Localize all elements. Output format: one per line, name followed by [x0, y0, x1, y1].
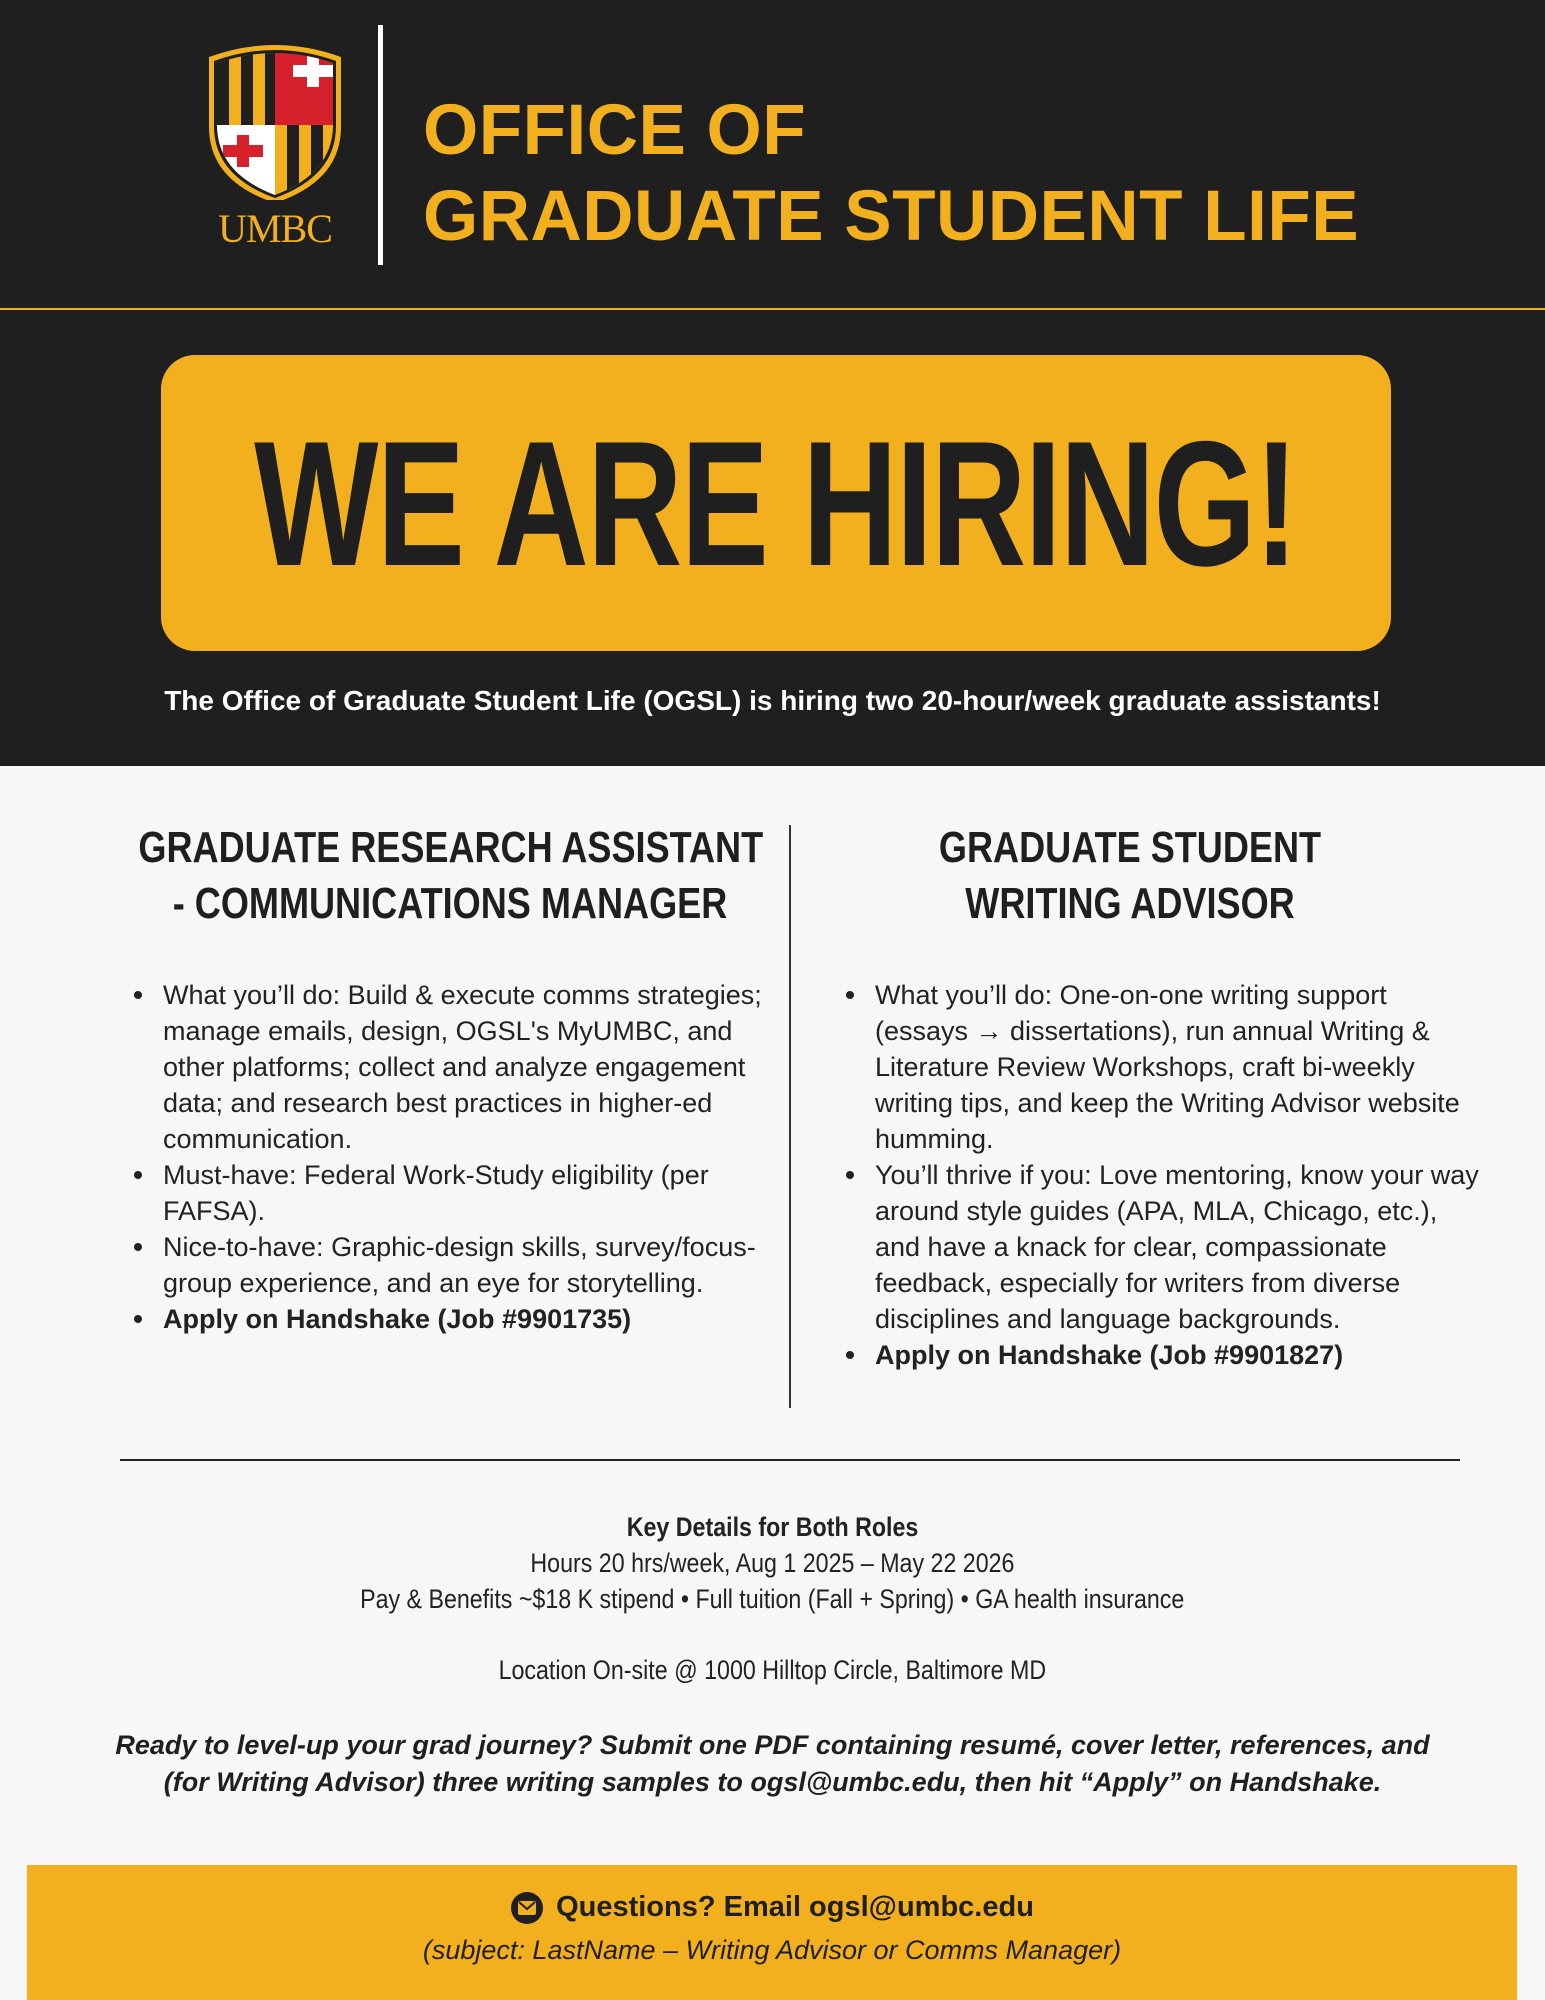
details-pay	[0, 1584, 1545, 1615]
header-divider	[378, 25, 383, 265]
role-writing-advisor	[820, 820, 1440, 932]
list-item: Must-have: Federal Work-Study eligibility (per FAFSA).	[163, 1157, 763, 1229]
details-location	[0, 1655, 1545, 1686]
list-item: You’ll thrive if you: Love mentoring, know your way around style guides (APA, MLA, Chicago, etc.), and have a knack for clear, compassionate feedback, especially for writers from diverse disciplines and language backgrounds.	[875, 1157, 1485, 1337]
footer-email-line[interactable]	[27, 1891, 1517, 1925]
umbc-logo	[205, 45, 345, 255]
role-title-line2: - COMMUNICATIONS MANAGER	[172, 879, 728, 928]
comms-manager-bullets	[130, 977, 763, 1337]
role-title-line2: WRITING ADVISOR	[965, 879, 1295, 928]
logo-text: UMBC	[218, 206, 332, 251]
role-title	[138, 820, 764, 932]
header	[0, 0, 1545, 310]
office-title-line1: OFFICE OF	[423, 91, 807, 170]
role-title	[827, 820, 1434, 932]
section-divider	[120, 1459, 1460, 1461]
hiring-headline: WE ARE HIRING!	[254, 403, 1298, 603]
apply-link-writing[interactable]: Apply on Handshake (Job #9901827)	[875, 1337, 1485, 1373]
role-comms-manager	[130, 820, 770, 932]
mail-icon	[510, 1891, 544, 1925]
writing-advisor-bullets	[842, 977, 1485, 1373]
shield-icon	[205, 45, 345, 200]
apply-link-comms[interactable]: Apply on Handshake (Job #9901735)	[163, 1301, 763, 1337]
role-title-line1: GRADUATE STUDENT	[938, 823, 1322, 872]
details-heading-text: Key Details for Both Roles	[626, 1512, 919, 1542]
role-title-line1: GRADUATE RESEARCH ASSISTANT	[138, 823, 764, 872]
details-location-text: Location On-site @ 1000 Hilltop Circle, Baltimore MD	[498, 1655, 1047, 1685]
call-to-action: Ready to level-up your grad journey? Submit one PDF containing resumé, cover letter, references, and (for Writing Advisor) three writing samples to ogsl@umbc.edu, then hit “Apply” on Handshake.	[115, 1730, 1430, 1797]
details-pay-text: Pay & Benefits ~$18 K stipend • Full tuition (Fall + Spring) • GA health insurance	[360, 1584, 1185, 1614]
list-item: Nice-to-have: Graphic-design skills, survey/focus-group experience, and an eye for storytelling.	[163, 1229, 763, 1301]
column-divider	[789, 825, 791, 1408]
details-hours	[0, 1548, 1545, 1579]
list-item: What you’ll do: Build & execute comms strategies; manage emails, design, OGSL's MyUMBC, and other platforms; collect and analyze engagement data; and research best practices in higher-ed communication.	[163, 977, 763, 1157]
details-heading	[0, 1512, 1545, 1543]
footer-subject-hint: (subject: LastName – Writing Advisor or Comms Manager)	[422, 1935, 1122, 1965]
hiring-banner	[161, 355, 1391, 651]
hiring-subline: The Office of Graduate Student Life (OGSL) is hiring two 20-hour/week graduate assistants!	[164, 685, 1381, 716]
footer-email-text[interactable]: Questions? Email ogsl@umbc.edu	[556, 1891, 1034, 1923]
details-hours-text: Hours 20 hrs/week, Aug 1 2025 – May 22 2026	[530, 1548, 1015, 1578]
footer-contact	[27, 1865, 1517, 2000]
office-title-line2: GRADUATE STUDENT LIFE	[423, 177, 1360, 256]
office-title	[423, 88, 1359, 260]
list-item: What you’ll do: One-on-one writing support (essays → dissertations), run annual Writing & Literature Review Workshops, craft bi-weekly writing tips, and keep the Writing Advisor website humming.	[875, 977, 1485, 1157]
